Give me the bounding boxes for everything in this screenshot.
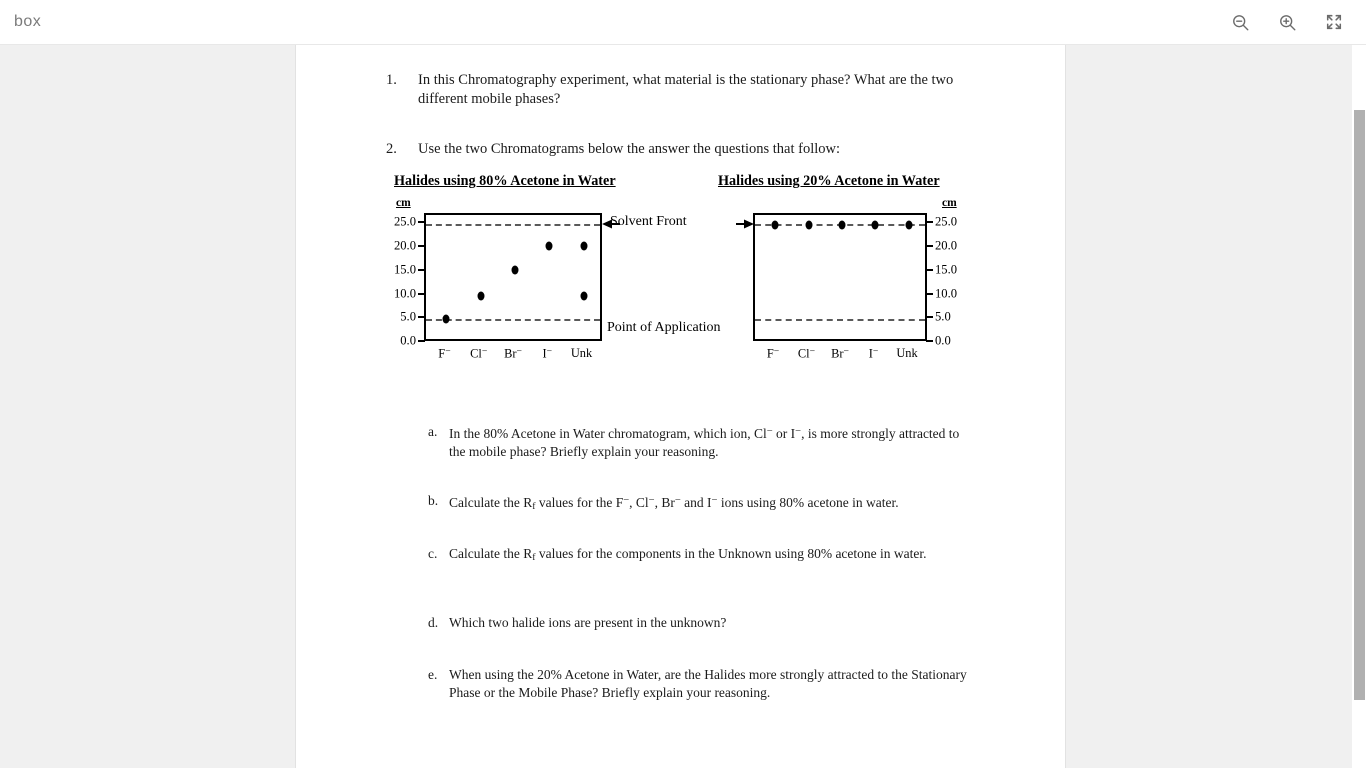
data-point [477,291,484,300]
x-tick-label: F− [766,346,780,361]
x-tick-label: F− [438,346,451,361]
data-point [580,291,587,300]
x-tick-label: I− [868,346,879,361]
y-tick-label: 15.0 [935,262,958,277]
x-tick-label: Cl− [470,346,488,361]
y-tick-mark [418,316,425,318]
x-tick-label: Br− [831,346,849,361]
data-point [580,241,587,250]
chart-right [753,213,927,341]
subquestion-a [428,423,973,460]
subquestion-e-text: When using the 20% Acetone in Water, are the Halides more strongly attracted to the Stationary Phase or the Mobile Phase? Briefly explain your reasoning. [449,667,967,700]
question-1-number: 1. [386,72,397,88]
question-1-text: In this Chromatography experiment, what material is the stationary phase? What are the two different mobile phases? [418,72,954,107]
data-point [805,221,812,230]
y-tick-mark [418,269,425,271]
data-point [772,221,779,230]
app-toolbar [0,0,1366,45]
chart-left [424,213,602,341]
subquestion-c [428,545,968,567]
y-tick-label: 10.0 [393,286,416,301]
y-tick-label: 5.0 [400,309,416,324]
document-page [296,45,1065,768]
y-tick-mark [926,269,933,271]
box-logo: box [14,13,42,30]
scrollbar-thumb[interactable] [1354,110,1365,700]
x-tick-label: Cl− [797,346,816,361]
y-tick-label: 0.0 [935,333,951,348]
viewer-background-right [1065,45,1352,768]
solvent-front-label: Solvent Front [610,214,687,229]
question-2-number: 2. [386,141,397,157]
subquestion-a-text: In the 80% Acetone in Water chromatogram, which ion, Cl− or I−, is more strongly attracted to the mobile phase? Briefly explain your reasoning. [449,426,960,459]
fullscreen-icon [1325,13,1343,31]
y-tick-label: 10.0 [935,286,958,301]
question-1 [386,71,966,108]
subquestion-c-letter: c. [428,546,438,561]
chart-title-right: Halides using 20% Acetone in Water [718,173,940,189]
reference-line-solvent-front [426,224,600,226]
subquestion-d [428,614,968,632]
x-tick-label: Br− [504,346,522,361]
reference-line-point-of-application [755,319,925,321]
y-tick-mark [926,245,933,247]
x-tick-label: I− [542,346,553,361]
data-point [839,221,846,230]
data-point [546,241,553,250]
reference-line-point-of-application [426,319,600,321]
zoom-in-button[interactable] [1274,9,1300,35]
question-2-text: Use the two Chromatograms below the answer the questions that follow: [418,141,841,157]
subquestion-e-letter: e. [428,667,438,682]
zoom-out-button[interactable] [1227,9,1253,35]
y-tick-label: 25.0 [935,214,958,229]
data-point [443,315,450,324]
zoom-out-icon [1231,13,1250,32]
zoom-in-icon [1278,13,1297,32]
subquestion-b [428,492,973,516]
subquestion-d-letter: d. [428,615,439,630]
y-axis-unit-right: cm [942,197,957,209]
y-tick-mark [926,293,933,295]
subquestion-d-text: Which two halide ions are present in the unknown? [449,615,727,630]
document-viewer[interactable] [0,45,1366,768]
data-point [512,266,519,275]
y-tick-mark [418,221,425,223]
x-tick-label: Unk [570,346,593,360]
y-tick-mark [926,340,933,342]
y-tick-label: 25.0 [393,214,416,229]
point-of-application-label: Point of Application [607,320,721,335]
data-point [905,221,912,230]
subquestion-b-letter: b. [428,493,439,508]
chart-title-left: Halides using 80% Acetone in Water [394,173,616,189]
subquestion-e [428,666,978,701]
subquestion-a-letter: a. [428,424,438,439]
vertical-scrollbar[interactable] [1353,90,1366,768]
subquestion-b-text: Calculate the $R_f$ values for the F−, Cl−, Br− and I− ions using 80% acetone in water. [449,495,899,513]
fullscreen-button[interactable] [1321,9,1347,35]
y-axis-unit-left: cm [396,197,411,209]
y-tick-mark [418,293,425,295]
y-tick-label: 0.0 [400,333,416,348]
x-tick-label: Unk [896,346,918,360]
y-tick-mark [418,245,425,247]
y-tick-label: 20.0 [935,238,958,253]
y-tick-label: 5.0 [935,309,951,324]
y-tick-mark [926,316,933,318]
subquestion-c-text: Calculate the $R_f$ values for the components in the Unknown using 80% acetone in water. [449,546,927,564]
toolbar-actions [1227,9,1347,35]
y-tick-mark [926,221,933,223]
y-tick-mark [418,340,425,342]
y-tick-label: 20.0 [393,238,416,253]
viewer-background-left [0,45,296,768]
chromatogram-figure [388,173,988,381]
data-point [872,221,879,230]
question-2 [386,140,966,159]
y-tick-label: 15.0 [393,262,416,277]
